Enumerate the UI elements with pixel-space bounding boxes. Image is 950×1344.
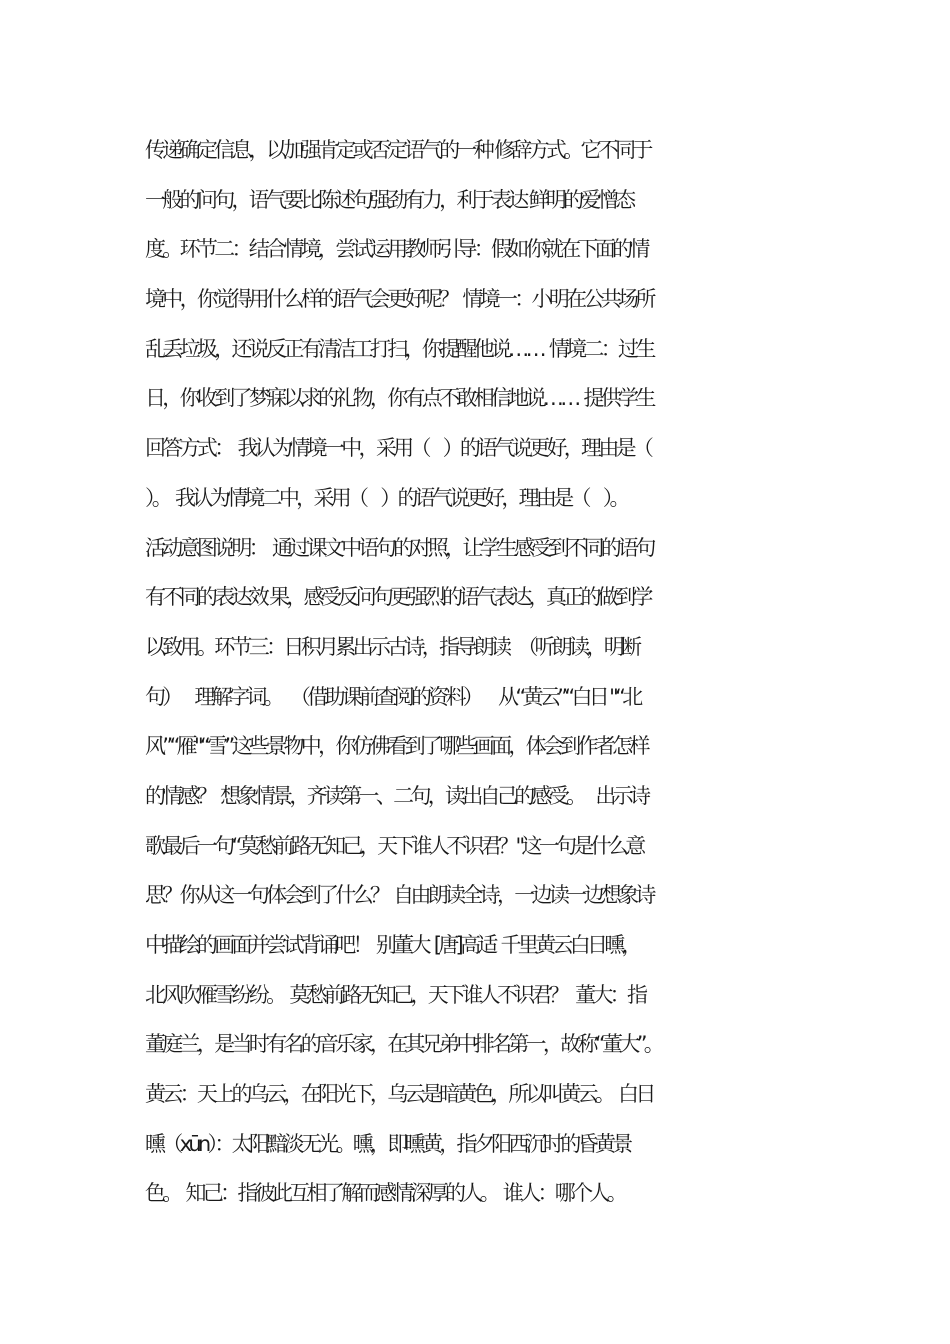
- text-line: 日，你收到了梦寐以求的礼物，你有点不敢相信地说…… 提供学生: [145, 386, 653, 411]
- text-line: 北风吹雁雪纷纷。 莫愁前路无知己，天下谁人不识君？ 董大：指: [145, 982, 645, 1007]
- text-line: 黄云：天上的乌云，在阳光下，乌云是暗黄色，所以叫黄云。 白日: [145, 1082, 653, 1107]
- text-line: 一般的问句，语气要比陈述句强劲有力，利于表达 鲜明的爱憎态: [145, 187, 633, 212]
- text-line: 的情感？ 想象情景，齐读第一、二句，读出自己的感受。 出示诗: [145, 783, 648, 808]
- text-line: 有不同的表达效 果，感受反问句更强烈的语气表达，真正的做到学: [145, 585, 650, 610]
- text-line: 乱丢垃圾，还说反正有清洁工打扫，你提醒他说…… 情境二：过生: [145, 336, 653, 361]
- text-line: 境中，你觉得用什么样的语气会更好呢？ 情境一：小明在公共场所: [145, 287, 653, 312]
- text-line: 歌最后一句“莫愁前路无知己，天下谁人不识君？"这一句是什么意: [145, 833, 643, 858]
- text-line: 传递确定信息，以加强肯定或否定语气的一种 修辞方式。它不同于: [145, 138, 650, 162]
- text-line: 风”“雁"“雪”这些景物中，你仿佛看到了哪些画面，体会到作者怎样: [145, 734, 647, 759]
- text-line: 回答方式： 我认为情境一中，采用（ ）的语气说更好，理由是（: [145, 436, 651, 461]
- body-text: [145, 126, 815, 1219]
- text-line: ）。 我认为情境二中，采用（ ）的语气说更好，理由是（ ）。: [145, 485, 627, 510]
- text-line: 活动意图说明： 通过课文中语句的对照，让学生感受到不同的语句: [145, 535, 653, 560]
- text-line: 曛（xūn）：太阳黯淡无光。曛，即曛黄，指夕阳西沉时的昏黄景: [145, 1131, 630, 1156]
- text-line: 以致用。环节三：日积月累出示古诗，指导朗读 （听朗读，明断: [145, 634, 639, 659]
- text-line: 度。环节二：结合情境，尝试运用教师引导：假如你就在下面的情: [145, 237, 647, 262]
- text-line: 句） 理解字词。 （借助课前查阅的资料） 从“黄云”“白日 "“北: [145, 684, 640, 709]
- text-line: 中描绘的画面并尝试背诵吧！ 别董大 [唐]高适 千里黄云白日曛，: [145, 933, 639, 957]
- text-line: 色。 知己：指彼此互相了解而感情深厚的人。 谁人：哪个人。: [145, 1181, 624, 1206]
- text-line: 思？你从这一句体会到了什么？ 自由朗读全诗，一边读一边想象诗: [145, 883, 653, 908]
- text-line: 董庭兰，是当时有名的音乐家，在其兄弟中排名第一，故称“董大”。: [145, 1032, 662, 1057]
